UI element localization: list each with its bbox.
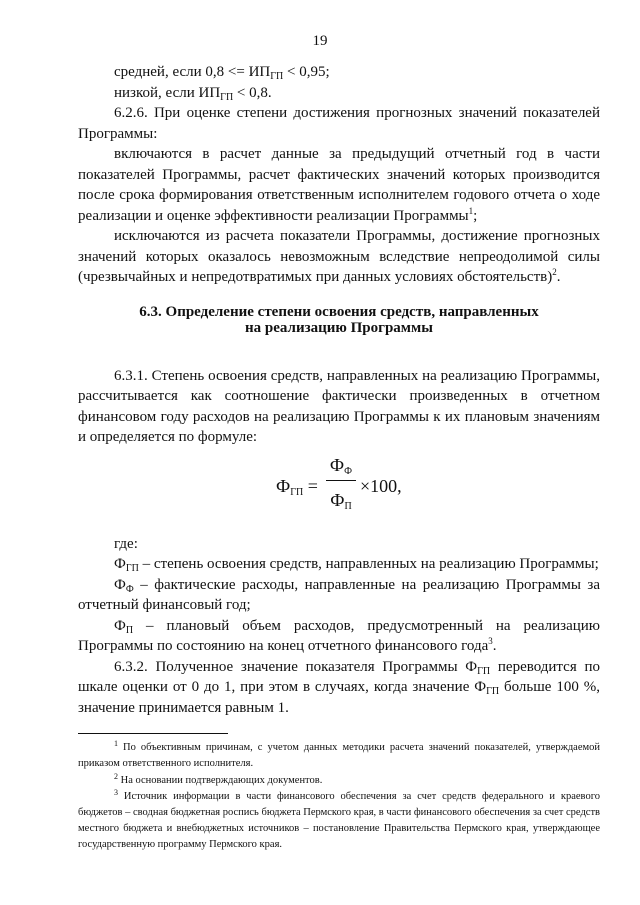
paragraph-6-3-2: 6.3.2. Полученное значение показателя Программы $Ф_{ГП}$ переводится по шкале оценки от 0 до 1, при этом в случаях, когда значение $Ф_{ГП}$ больше 100 %, значение принимается равным 1. — [78, 658, 600, 716]
paragraph-6-3-1: 6.3.1. Степень освоения средств, направленных на реализацию Программы, рассчитывается как соотношение фактически произведенных в отчетном финансовом году расходов на реализацию Программы к их плановым значениям и определяется по формуле: — [78, 367, 600, 445]
where-label: где: — [114, 535, 138, 552]
document-body — [78, 62, 600, 718]
footnote-1: $^1$ По объективным причинам, с учетом данных методики расчета значений показателей, утверждаемой приказом ответственного исполнителя. — [78, 739, 600, 769]
footnote-separator — [78, 733, 228, 734]
definition-ff: $Ф_Ф$ – фактические расходы, направленные на реализацию Программы за отчетный финансовый год; — [78, 576, 600, 613]
footnote-2: $^2$ На основании подтверждающих документов. — [114, 772, 323, 786]
formula-lhs: $Ф_{ГП}$ = — [276, 475, 318, 498]
definition-fgp: $Ф_{ГП}$ – степень освоения средств, направленных на реализацию Программы; — [114, 556, 599, 574]
paragraph-included: включаются в расчет данные за предыдущий отчетный год в части показателей Программы, расчет фактических значений которых производится после срока формирования ответственным исполнителем годового отчета о ходе реализации и оценке эффективности реализации Программы$^1$; — [78, 146, 600, 224]
text-line-low: низкой, если $ИП_{ГП} < 0,8$. — [114, 84, 272, 103]
fraction-bar — [326, 480, 356, 481]
footnote-ref-1: 1 — [468, 205, 474, 216]
formula-fraction: $Ф_Ф$ $Ф_П$ — [326, 452, 356, 513]
paragraph-excluded: исключаются из расчета показатели Программы, достижение прогнозных значений которых оказалось невозможным вследствие непреодолимой силы (чрезвычайных и непредотвратимых при данных условиях обстоятельств)$^2$. — [78, 228, 600, 285]
page-number: 19 — [312, 33, 328, 49]
paragraph-6-2-6: 6.2.6. При оценке степени достижения прогнозных значений показателей Программы: — [78, 105, 600, 142]
formula-rhs: ×100, — [360, 475, 402, 496]
footnote-ref-3: 3 — [488, 636, 493, 646]
definition-fp: $Ф_П$ – плановый объем расходов, предусмотренный на реализацию Программы по состоянию на конец отчетного финансового года$^3$. — [78, 617, 600, 654]
text-line-medium: средней, если $0,8 <= ИП_{ГП} < 0,95$; — [114, 64, 330, 82]
footnote-3: $^3$ Источник информации в части финансового обеспечения за счет средств федерального и краевого бюджетов – сводная бюджетная роспись бюджета Пермского края, в части финансового обеспечения за счет средств местного бюджета и внебюджетных источников – постановление Правительства Пермского края, утверждающее государственную программу Пермского края. — [78, 788, 600, 850]
footnote-ref-2: 2 — [552, 267, 557, 277]
formula — [78, 452, 600, 520]
section-heading-6-3: 6.3. Определение степени освоения средств, направленных на реализацию Программы — [139, 303, 539, 336]
